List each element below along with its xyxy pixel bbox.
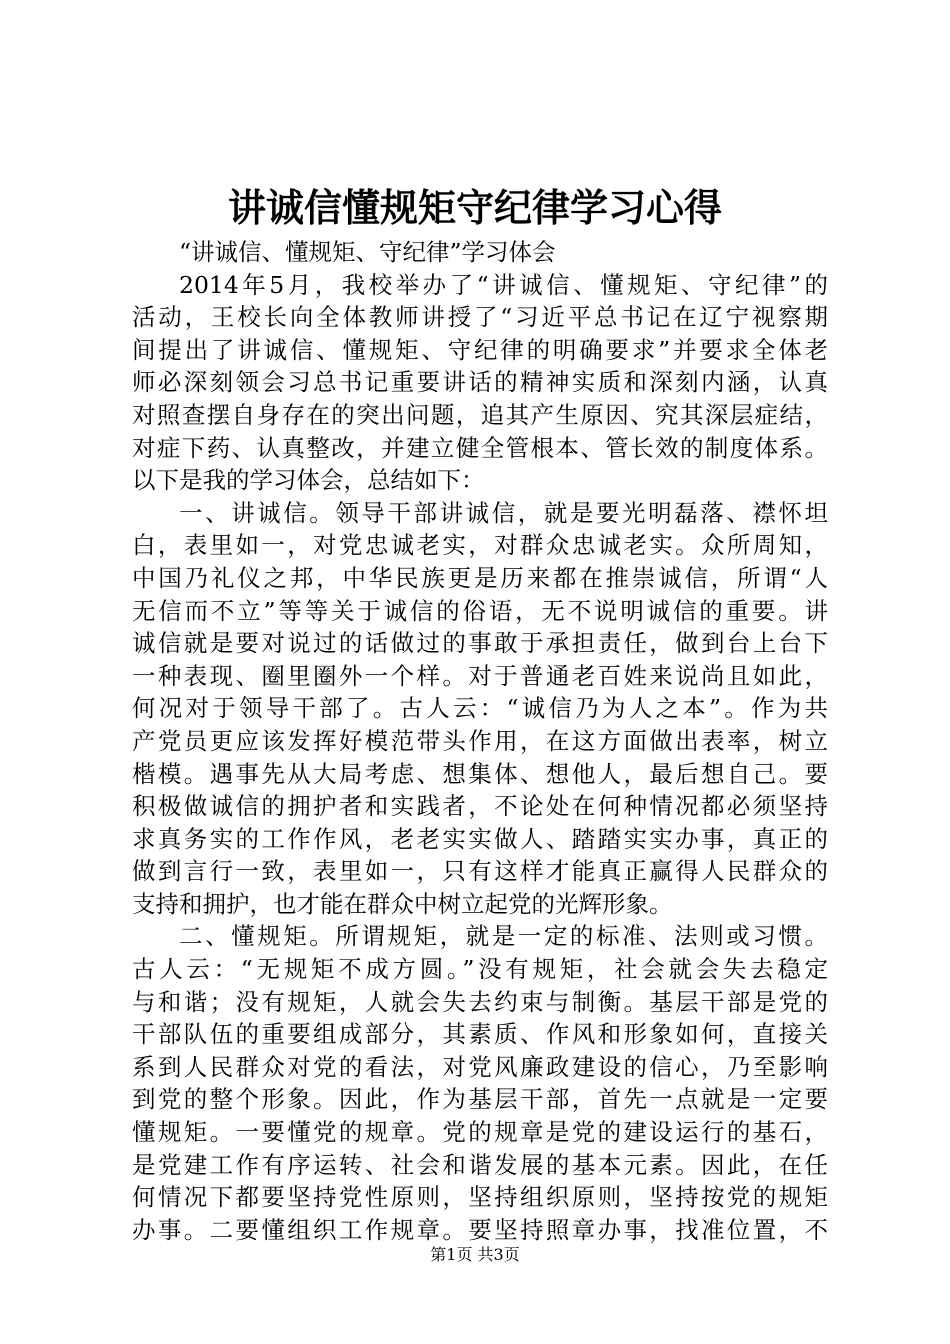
body-line: 支持和拥护，也才能在群众中树立起党的光辉形象。 [132,889,673,918]
body-line: 求真务实的工作作风，老老实实做人、踏踏实实办事，真正的 [132,824,828,853]
body-line: 古人云：“无规矩不成方圆。”没有规矩，社会就会失去稳定 [132,955,828,984]
page-footer: 第1页 共3页 [430,1245,520,1264]
body-line: 活动，王校长向全体教师讲授了“习近平总书记在辽宁视察期 [132,303,828,332]
body-line: “讲诚信、懂规矩、守纪律”学习体会 [179,238,556,266]
document-body [132,236,828,1246]
body-line: 师必深刻领会习总书记重要讲话的精神实质和深刻内涵，认真 [132,368,828,397]
body-line: 对照查摆自身存在的突出问题，追其产生原因、究其深层症结， [132,400,828,429]
body-line: 2014年5月，我校举办了“讲诚信、懂规矩、守纪律”的 [179,270,828,299]
body-line: 二、懂规矩。所谓规矩，就是一定的标准、法则或习惯。 [179,922,828,951]
body-line: 干部队伍的重要组成部分，其素质、作风和形象如何，直接关 [132,1020,828,1049]
body-line: 是党建工作有序运转、社会和谐发展的基本元素。因此，在任 [132,1150,828,1179]
body-line: 办事。二要懂组织工作规章。要坚持照章办事，找准位置，不 [132,1215,828,1244]
body-line: 间提出了讲诚信、懂规矩、守纪律的明确要求”并要求全体老 [132,335,828,364]
body-line: 何况对于领导干部了。古人云：“诚信乃为人之本”。作为共 [132,694,828,723]
body-line: 与和谐；没有规矩，人就会失去约束与制衡。基层干部是党的 [132,987,828,1016]
body-line: 中国乃礼仪之邦，中华民族更是历来都在推崇诚信，所谓“人 [132,563,828,592]
body-line: 诚信就是要对说过的话做过的事敢于承担责任，做到台上台下 [132,629,828,658]
body-line: 对症下药、认真整改，并建立健全管根本、管长效的制度体系。 [132,433,828,462]
body-line: 以下是我的学习体会，总结如下： [132,466,485,495]
body-line: 楷模。遇事先从大局考虑、想集体、想他人，最后想自己。要 [132,759,828,788]
body-line: 懂规矩。一要懂党的规章。党的规章是党的建设运行的基石， [132,1118,828,1147]
body-line: 一种表现、圈里圈外一个样。对于普通老百姓来说尚且如此， [132,661,828,690]
body-line: 积极做诚信的拥护者和实践者，不论处在何种情况都必须坚持 [132,792,828,821]
body-line: 白，表里如一，对党忠诚老实，对群众忠诚老实。众所周知， [132,531,828,560]
body-line: 做到言行一致，表里如一，只有这样才能真正赢得人民群众的 [132,857,828,886]
document-title: 讲诚信懂规矩守纪律学习心得 [227,186,722,230]
body-line: 何情况下都要坚持党性原则，坚持组织原则，坚持按党的规矩 [132,1183,828,1212]
body-line: 产党员更应该发挥好模范带头作用，在这方面做出表率，树立 [132,726,828,755]
body-line: 系到人民群众对党的看法，对党风廉政建设的信心，乃至影响 [132,1052,828,1081]
body-line: 一、讲诚信。领导干部讲诚信，就是要光明磊落、襟怀坦 [179,498,828,527]
body-line: 无信而不立”等等关于诚信的俗语，无不说明诚信的重要。讲 [132,596,828,625]
body-line: 到党的整个形象。因此，作为基层干部，首先一点就是一定要 [132,1085,828,1114]
